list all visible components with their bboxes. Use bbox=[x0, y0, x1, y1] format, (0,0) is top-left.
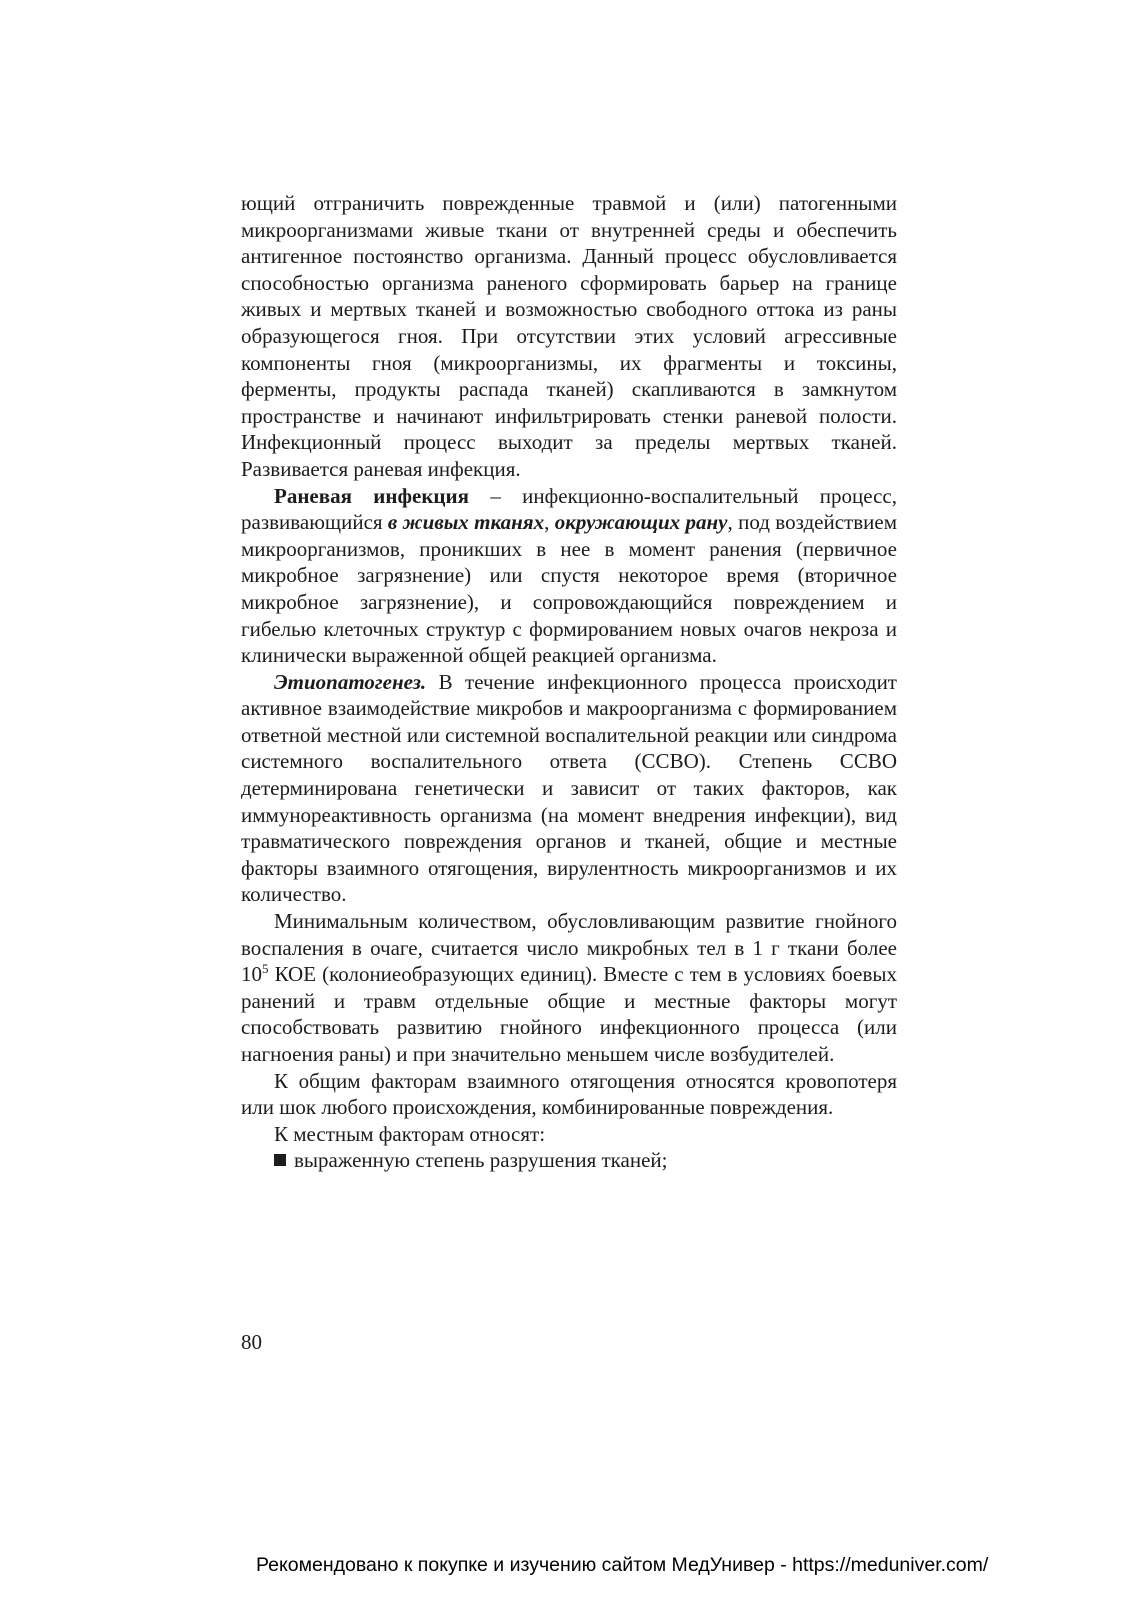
footer-recommendation: Рекомендовано к покупке и изучению сайтом МедУнивер - https://meduniver.com/ bbox=[256, 1554, 989, 1576]
square-bullet-icon bbox=[274, 1154, 286, 1166]
bullet-list bbox=[241, 1147, 897, 1174]
bold-italic-term: окружающих рану bbox=[554, 510, 728, 535]
text-segment: В течение инфекционного процесса происходит активное взаимодействие микробов и макроорганизма с формированием ответной местной или системной воспалительной реакции или синдрома системного воспалительного ответа (ССВО). Степень ССВО детерминирована генетически и зависит от таких факторов, как иммунореактивность организма (на момент внедрения инфекции), вид травматического повреждения органов и тканей, общие и местные факторы взаимного отягощения, вирулентность микроорганизмов и их количество. bbox=[241, 669, 897, 907]
paragraph bbox=[241, 1121, 897, 1148]
body-text bbox=[241, 190, 897, 1174]
paragraph bbox=[241, 908, 897, 1068]
superscript: 5 bbox=[262, 961, 269, 977]
paragraph bbox=[241, 190, 897, 483]
paragraphs-container bbox=[241, 190, 897, 1147]
list-item bbox=[241, 1147, 897, 1174]
text-segment: Минимальным количеством, обусловливающим развитие гнойного воспаления в очаге, считается число микробных тел в 1 г ткани более 10 bbox=[241, 909, 897, 987]
text-segment: , под воздействием микроорганизмов, проникших в нее в момент ранения (первичное микробное загрязнение) или спустя некоторое время (вторичное микробное загрязнение), и сопровождающийся повреждением и гибелью клеточных структур с формированием новых очагов некроза и клинически выраженной общей реакцией организма. bbox=[241, 510, 897, 668]
page-number: 80 bbox=[241, 1330, 262, 1354]
list-item-text: выраженную степень разрушения тканей; bbox=[294, 1148, 668, 1173]
bold-italic-term: в живых тканях bbox=[387, 510, 545, 535]
text-segment: ющий отграничить поврежденные травмой и (или) патогенными микроорганизмами живые ткани от внутренней среды и обеспечить антигенное постоянство организма. Данный процесс обусловливается способностью организма раненого сформировать барьер на границе живых и мертвых тканей и возможностью свободного оттока из раны образующегося гноя. При отсутствии этих условий агрессивные компоненты гноя (микроорганизмы, их фрагменты и токсины, ферменты, продукты распада тканей) скапливаются в замкнутом пространстве и начинают инфильтрировать стенки раневой полости. Инфекционный процесс выходит за пределы мертвых тканей. Развивается раневая инфекция. bbox=[241, 191, 897, 481]
text-segment: К местным факторам относят: bbox=[274, 1121, 546, 1146]
paragraph bbox=[241, 483, 897, 669]
text-segment: , bbox=[544, 510, 555, 535]
text-segment: – инфекционно-воспалительный процесс, развивающийся bbox=[241, 483, 897, 535]
paragraph bbox=[241, 669, 897, 908]
text-segment: К общим факторам взаимного отягощения относятся кровопотеря или шок любого происхождения, комбинированные повреждения. bbox=[241, 1068, 897, 1120]
text-segment: КОЕ (колониеобразующих единиц). Вместе с тем в условиях боевых ранений и травм отдельные общие и местные факторы могут способствовать развитию гнойного инфекционного процесса (или нагноения раны) и при значительно меньшем числе возбудителей. bbox=[241, 962, 897, 1066]
bold-italic-term: Этиопатогенез. bbox=[274, 669, 427, 694]
paragraph bbox=[241, 1068, 897, 1121]
bold-term: Раневая инфекция bbox=[274, 483, 469, 508]
